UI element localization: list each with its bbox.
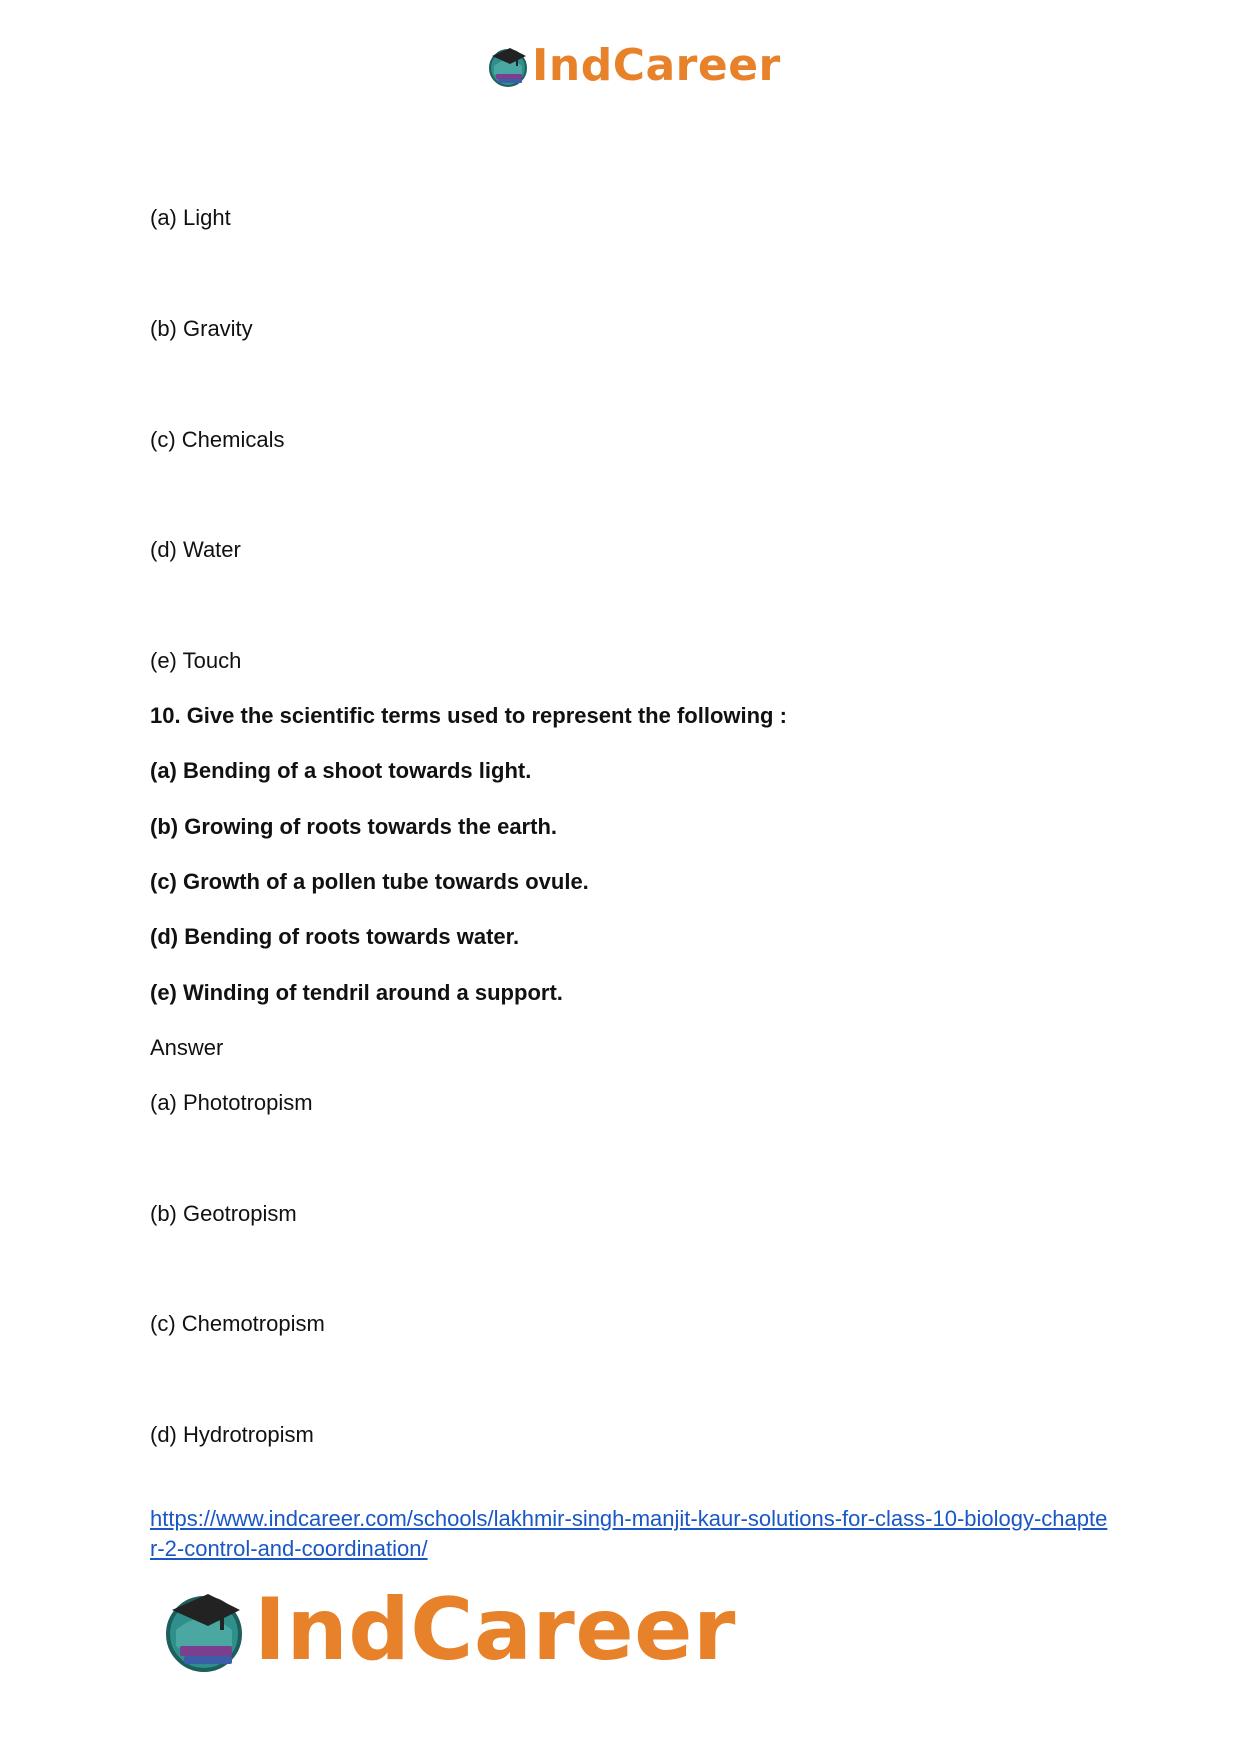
option-b: (b) Gravity xyxy=(150,316,253,341)
graduation-globe-icon xyxy=(160,1586,248,1674)
option-c: (c) Chemicals xyxy=(150,427,285,452)
graduation-globe-icon xyxy=(486,44,530,88)
footer-logo xyxy=(160,1580,736,1680)
question-heading: 10. Give the scientific terms used to represent the following : xyxy=(150,703,787,728)
source-url-link[interactable]: https://www.indcareer.com/schools/lakhmir-singh-manjit-kaur-solutions-for-class-10-biology-chapter-2-control-and-coordination/ xyxy=(150,1506,1108,1561)
option-a: (a) Light xyxy=(150,205,231,230)
option-e: (e) Touch xyxy=(150,648,242,673)
sub-question-a: (a) Bending of a shoot towards light. xyxy=(150,758,532,783)
sub-question-c: (c) Growth of a pollen tube towards ovule. xyxy=(150,869,589,894)
header-logo xyxy=(486,40,781,92)
answer-label: Answer xyxy=(150,1035,224,1060)
answer-a: (a) Phototropism xyxy=(150,1090,313,1115)
logo-wordmark: IndCareer xyxy=(532,40,781,91)
option-d: (d) Water xyxy=(150,537,241,562)
sub-question-d: (d) Bending of roots towards water. xyxy=(150,924,520,949)
logo-wordmark: IndCareer xyxy=(254,1580,736,1680)
answer-c: (c) Chemotropism xyxy=(150,1311,325,1336)
sub-question-b: (b) Growing of roots towards the earth. xyxy=(150,814,557,839)
answer-b: (b) Geotropism xyxy=(150,1201,297,1226)
answer-d: (d) Hydrotropism xyxy=(150,1422,314,1447)
sub-question-e: (e) Winding of tendril around a support. xyxy=(150,980,563,1005)
